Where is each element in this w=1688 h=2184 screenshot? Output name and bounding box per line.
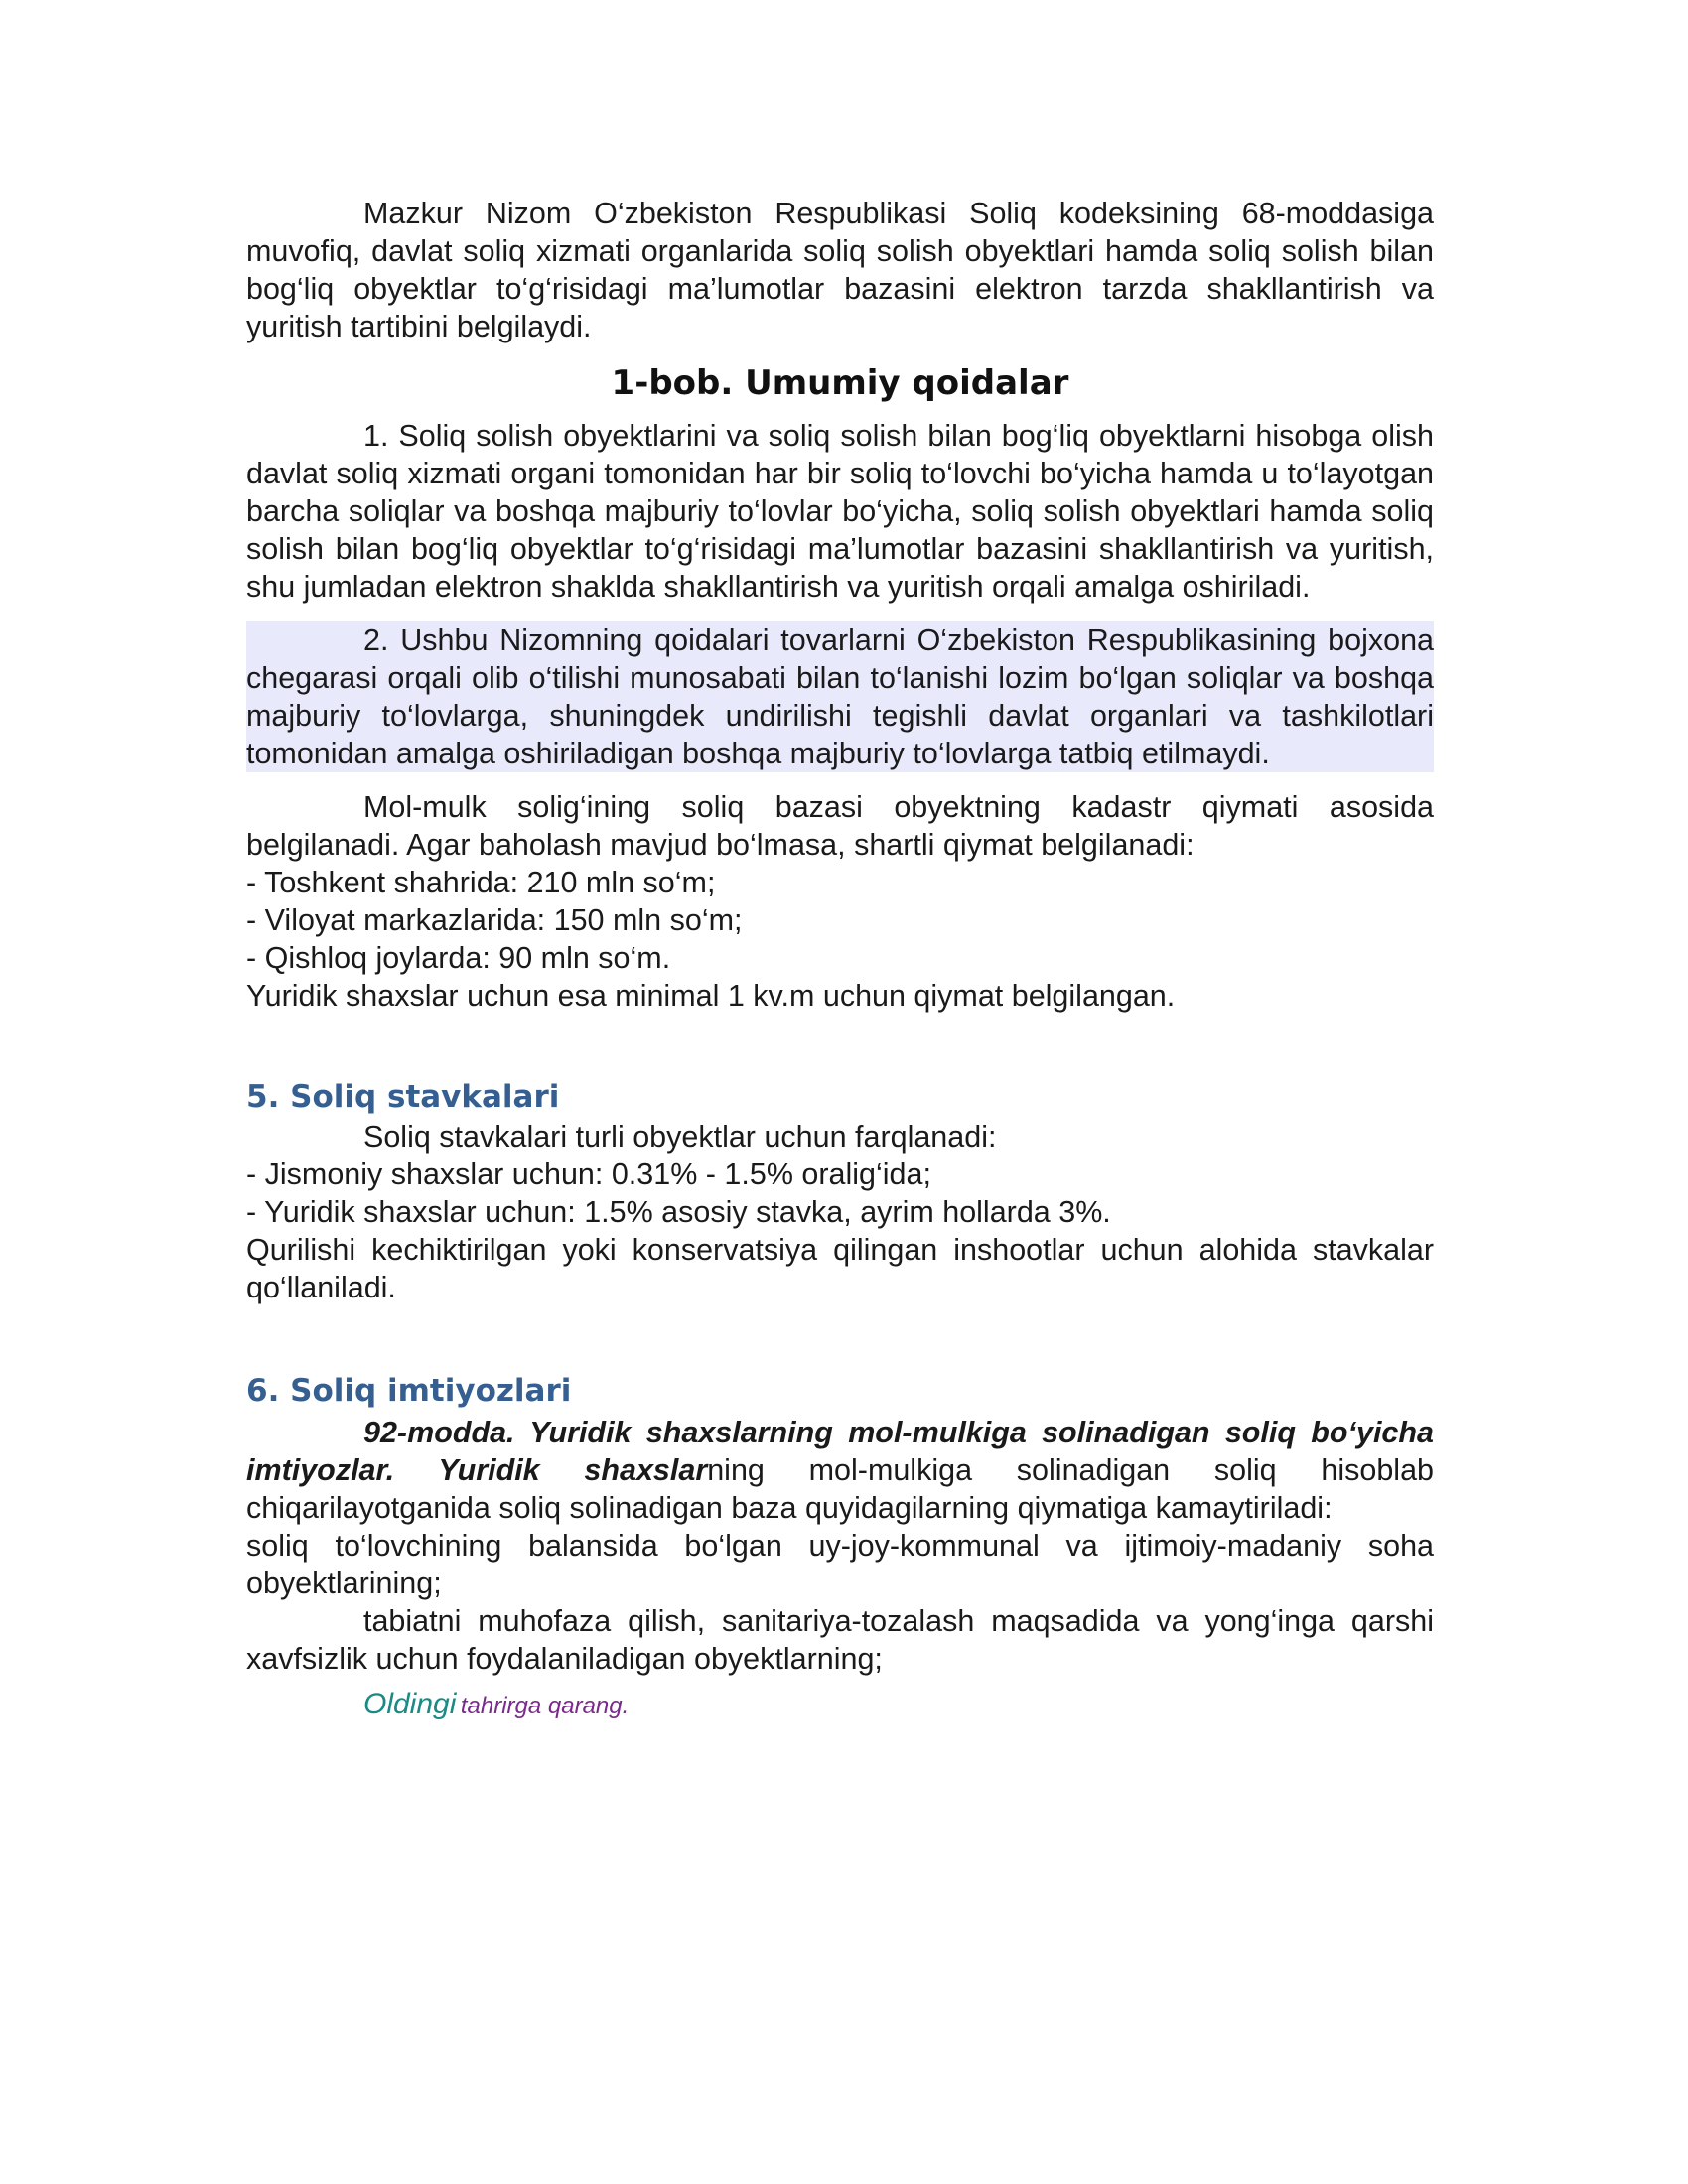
section-5-title: 5. Soliq stavkalari — [246, 1079, 560, 1115]
property-item-rural: - Qishloq joylarda: 90 mln so‘m. — [246, 941, 671, 975]
section-6-title: 6. Soliq imtiyozlari — [246, 1373, 572, 1409]
article-92-text: ning mol-mulkiga solinadigan soliq hisoblab chiqarilayotganida soliq solinadigan baza quyidagilarning qiymatiga kamaytiriladi: — [246, 1453, 1434, 1525]
property-block — [246, 788, 1434, 1015]
section-5-item-individuals: - Jismoniy shaxslar uchun: 0.31% - 1.5% oralig‘ida; — [246, 1158, 931, 1191]
section-5 — [246, 1076, 1434, 1306]
clause-1-paragraph: 1. Soliq solish obyektlarini va soliq solish bilan bog‘liq obyektlarni hisobga olish davlat soliq xizmati organi tomonidan har bir soliq to‘lovchi bo‘yicha hamda u to‘layotgan barcha soliqlar va boshqa majburiy to‘lovlar bo‘yicha, soliq solish obyektlari hamda soliq solish bilan bog‘liq obyektlar to‘g‘risidagi ma’lumotlar bazasini shakllantirish va yuritish, shu jumladan elektron shaklda shakllantirish va yuritish orqali amalga oshiriladi. — [246, 419, 1434, 604]
property-paragraph: Mol-mulk solig‘ining soliq bazasi obyektning kadastr qiymati asosida belgilanadi. Agar baholash mavjud bo‘lmasa, shartli qiymat belgilanadi: — [246, 790, 1434, 862]
previous-edition-link[interactable] — [246, 1686, 1434, 1728]
section-5-closing: Qurilishi kechiktirilgan yoki konservatsiya qilingan inshootlar uchun alohida stavkalar qo‘llaniladi. — [246, 1233, 1434, 1304]
section-5-paragraph: Soliq stavkalari turli obyektlar uchun farqlanadi: — [363, 1120, 997, 1154]
previous-link-word[interactable]: Oldingi — [363, 1688, 457, 1720]
exemption-item-environment: tabiatni muhofaza qilish, sanitariya-tozalash maqsadida va yong‘inga qarshi xavfsizlik uchun foydalaniladigan obyektlarning; — [246, 1604, 1434, 1676]
chapter-title: 1-bob. Umumiy qoidalar — [611, 363, 1069, 403]
intro-paragraph: Mazkur Nizom O‘zbekiston Respublikasi Soliq kodeksining 68-moddasiga muvofiq, davlat soliq xizmati organlarida soliq solish obyektlari hamda soliq solish bilan bog‘liq obyektlar to‘g‘risidagi ma’lumotlar bazasini elektron tarzda shakllantirish va yuritish tartibini belgilaydi. — [246, 197, 1434, 343]
property-closing: Yuridik shaxslar uchun esa minimal 1 kv.m uchun qiymat belgilangan. — [246, 979, 1176, 1013]
property-item-tashkent: - Toshkent shahrida: 210 mln so‘m; — [246, 866, 716, 899]
article-92-paragraph — [246, 1414, 1434, 1527]
property-item-regional: - Viloyat markazlarida: 150 mln so‘m; — [246, 903, 743, 937]
previous-link-text[interactable]: tahrirga qarang. — [460, 1693, 630, 1719]
section-5-item-legal: - Yuridik shaxslar uchun: 1.5% asosiy stavka, ayrim hollarda 3%. — [246, 1195, 1111, 1229]
clause-2-paragraph: 2. Ushbu Nizomning qoidalari tovarlarni O‘zbekiston Respublikasining bojxona chegarasi orqali olib o‘tilishi munosabati bilan to‘lanishi lozim bo‘lgan soliqlar va boshqa majburiy to‘lovlarga, shuningdek undirilishi tegishli davlat organlari va tashkilotlari tomonidan amalga oshiriladigan boshqa majburiy to‘lovlarga tatbiq etilmaydi. — [246, 623, 1434, 770]
article-92-heading: 92-modda. Yuridik shaxslarning mol-mulkiga solinadigan soliq bo‘yicha imtiyozlar. Yuridik shaxslar — [246, 1416, 1434, 1487]
section-6 — [246, 1370, 1434, 1728]
document-page — [246, 195, 1434, 1728]
exemption-item-housing: soliq to‘lovchining balansida bo‘lgan uy-joy-kommunal va ijtimoiy-madaniy soha obyektlarining; — [246, 1529, 1434, 1600]
